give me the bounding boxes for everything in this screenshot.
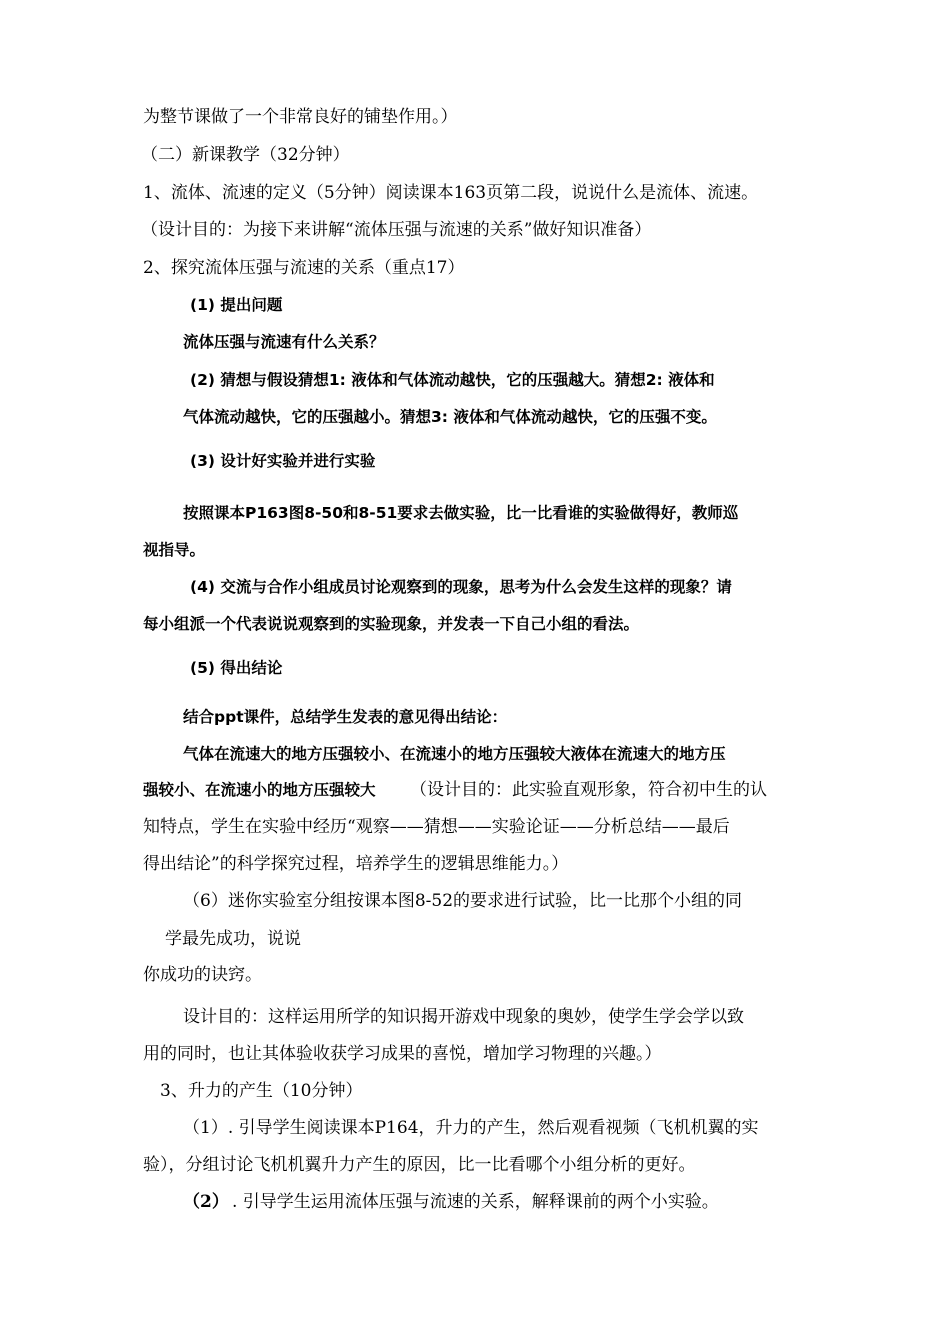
text-line: 学最先成功，说说: [165, 929, 301, 949]
step-heading: （1）. 引导学生阅读课本P164，升力的产生，然后观看视频（飞机机翼的实: [183, 1118, 759, 1138]
text-line: 验），分组讨论飞机机翼升力产生的原因，比一比看哪个小组分析的更好。: [143, 1155, 696, 1175]
text-line: 用的同时，也让其体验收获学习成果的喜悦，增加学习物理的兴趣。）: [143, 1044, 662, 1064]
step-heading: （6）迷你实验室分组按课本图8-52的要求进行试验，比一比那个小组的同: [183, 891, 743, 911]
text-line: 气体流动越快，它的压强越小。猜想3: 液体和气体流动越快，它的压强不变。: [183, 408, 717, 426]
text-line: 得出结论”的科学探究过程，培养学生的逻辑思维能力。）: [143, 854, 569, 874]
section-heading: 3、升力的产生（10分钟）: [160, 1081, 363, 1101]
design-purpose-text: （设计目的：此实验直观形象，符合初中生的认: [410, 780, 767, 800]
section-heading: 2、探究流体压强与流速的关系（重点17）: [143, 258, 465, 278]
text-line: 流体压强与流速有什么关系？: [183, 333, 385, 351]
conclusion-text: 强较小、在流速小的地方压强较大: [143, 781, 376, 799]
text-line: 视指导。: [143, 541, 206, 559]
text-line: 结合ppt课件，总结学生发表的意见得出结论：: [183, 708, 508, 726]
section-heading: （二）新课教学（32分钟）: [141, 145, 350, 165]
conclusion-text: 气体在流速大的地方压强较小、在流速小的地方压强较大液体在流速大的地方压: [183, 745, 726, 763]
step-number: （2）: [183, 1192, 229, 1212]
text-line: （设计目的：为接下来讲解“流体压强与流速的关系”做好知识准备）: [141, 220, 652, 240]
text-line: 为整节课做了一个非常良好的铺垫作用。）: [143, 107, 458, 127]
step-heading: (5) 得出结论: [190, 659, 283, 677]
text-line: 每小组派一个代表说说观察到的实验现象，并发表一下自己小组的看法。: [143, 615, 640, 633]
step-heading: . 引导学生运用流体压强与流速的关系，解释课前的两个小实验。: [232, 1192, 719, 1212]
step-heading: (3) 设计好实验并进行实验: [190, 452, 376, 470]
step-heading: (1) 提出问题: [190, 296, 283, 314]
text-line: 你成功的诀窍。: [143, 965, 262, 985]
text-line: 设计目的：这样运用所学的知识揭开游戏中现象的奥妙，使学生学会学以致: [183, 1007, 744, 1027]
text-line: 知特点，学生在实验中经历“观察——猜想——实验论证——分析总结——最后: [143, 817, 730, 837]
text-line: 1、流体、流速的定义（5分钟）阅读课本163页第二段，说说什么是流体、流速。: [143, 183, 759, 203]
step-heading: (2) 猜想与假设猜想1: 液体和气体流动越快，它的压强越大。猜想2: 液体和: [190, 371, 715, 389]
step-heading: (4) 交流与合作小组成员讨论观察到的现象，思考为什么会发生这样的现象？请: [190, 578, 732, 596]
text-line: 按照课本P163图8-50和8-51要求去做实验，比一比看谁的实验做得好，教师巡: [183, 504, 739, 522]
